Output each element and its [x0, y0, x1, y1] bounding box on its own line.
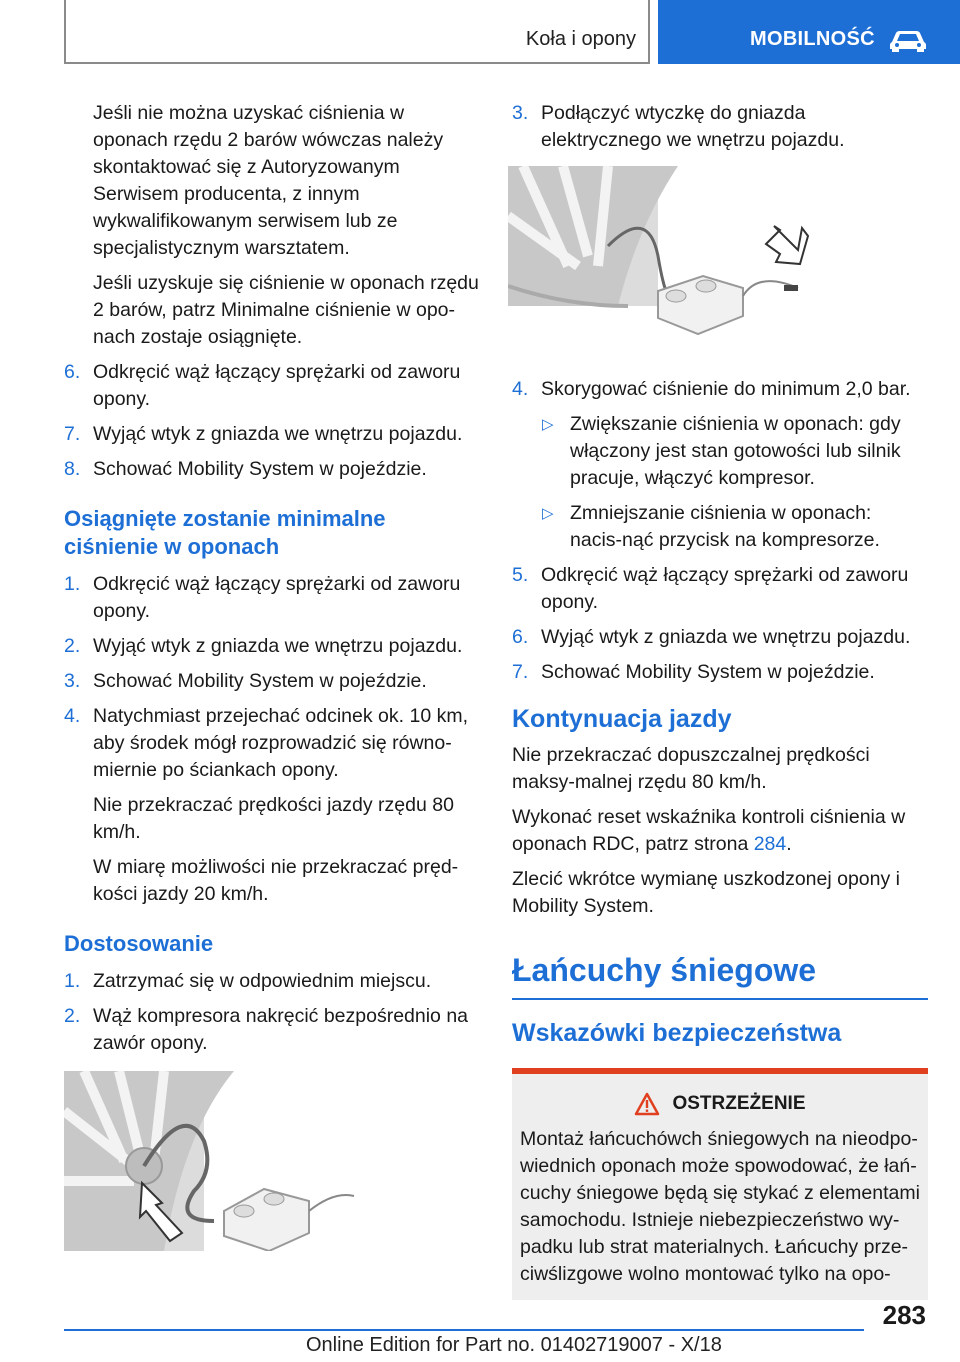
compressor-tire-drawing	[64, 1071, 370, 1251]
step-number: 2.	[64, 1005, 81, 1027]
triangle-bullet-icon: ▷	[542, 505, 554, 522]
header-section-box	[64, 0, 650, 64]
page-link[interactable]: 284	[753, 833, 787, 855]
heading-snow-chains: Łańcuchy śniegowe	[512, 952, 817, 988]
right-column	[512, 100, 928, 1300]
intro-paragraph-1: Jeśli nie można uzyskać ciśnienia w oponach rzędu 2 barów wówczas należy skontaktować się z Autoryzowanym Serwisem producenta, z innym wykwalifikowanym serwisem lub ze specjalistycznym warsztatem.	[93, 102, 444, 259]
left-column	[64, 100, 484, 1251]
heading-divider	[512, 998, 928, 1000]
continue-paragraph-1: Nie przekraczać dopuszczalnej prędkości maksy‐malnej rzędu 80 km/h.	[512, 744, 870, 793]
step-text: Schować Mobility System w pojeździe.	[541, 661, 875, 683]
car-icon	[888, 28, 928, 52]
speed-note-2: W miarę możliwości nie przekraczać pręd‐kości jazdy 20 km/h.	[93, 856, 459, 905]
continue-text-end: .	[786, 833, 792, 855]
step-number: 6.	[512, 626, 529, 648]
sub-text: Zwiększanie ciśnienia w oponach: gdy włączony jest stan gotowości lub silnik pracuje, włączyć kompresor.	[570, 413, 901, 489]
list-item	[64, 1003, 484, 1057]
list-item	[64, 421, 484, 448]
footer-edition: Online Edition for Part no. 01402719007 - X/18	[306, 1334, 722, 1356]
step-text: Podłączyć wtyczkę do gniazda elektrycznego we wnętrzu pojazdu.	[541, 102, 845, 151]
heading-minimum-pressure: Osiągnięte zostanie minimalne ciśnienie w oponach	[64, 506, 386, 559]
step-text: Schować Mobility System w pojeździe.	[93, 458, 427, 480]
list-item	[64, 456, 484, 483]
step-text: Zatrzymać się w odpowiednim miejscu.	[93, 970, 432, 992]
list-item	[64, 668, 484, 695]
list-item	[64, 968, 484, 995]
compressor-tire-illustration	[64, 1071, 370, 1251]
step-number: 4.	[512, 378, 529, 400]
chapter-tab-label: MOBILNOŚĆ	[750, 28, 875, 50]
triangle-bullet-icon: ▷	[542, 416, 554, 433]
plug-in-illustration	[508, 166, 814, 346]
step-number: 1.	[64, 970, 81, 992]
continue-text: Wykonać reset wskaźnika kontroli ciśnienia w oponach RDC, patrz strona	[512, 806, 906, 855]
section-title: Koła i opony	[525, 28, 636, 50]
step-text: Wyjąć wtyk z gniazda we wnętrzu pojazdu.	[541, 626, 911, 648]
heading-adjustment: Dostosowanie	[64, 931, 214, 956]
list-item	[64, 359, 484, 413]
step-text: Wyjąć wtyk z gniazda we wnętrzu pojazdu.	[93, 423, 463, 445]
step-number: 5.	[512, 564, 529, 586]
warning-box	[512, 1068, 928, 1300]
list-item	[512, 624, 928, 651]
step-number: 7.	[512, 661, 529, 683]
step-text: Schować Mobility System w pojeździe.	[93, 670, 427, 692]
plug-in-drawing	[508, 166, 814, 346]
step-text: Odkręcić wąż łączący sprężarki od zaworu opony.	[93, 573, 461, 622]
step-number: 4.	[64, 705, 81, 727]
heading-continue-driving: Kontynuacja jazdy	[512, 705, 732, 733]
list-item	[64, 703, 484, 784]
list-item	[512, 659, 928, 686]
list-item	[512, 376, 928, 403]
step-number: 8.	[64, 458, 81, 480]
heading-safety: Wskazówki bezpieczeństwa	[512, 1019, 842, 1047]
sub-list-item	[512, 500, 928, 554]
intro-paragraph-2: Jeśli uzyskuje się ciśnienie w oponach rzędu 2 barów, patrz Minimalne ciśnienie w opo‐nach zostaje osiągnięte.	[93, 272, 479, 348]
chapter-tab[interactable]	[658, 0, 960, 64]
warning-title-row	[520, 1092, 920, 1116]
warning-title: OSTRZEŻENIE	[672, 1093, 806, 1114]
step-number: 1.	[64, 573, 81, 595]
sub-text: Zmniejszanie ciśnienia w oponach: nacis‐nąć przycisk na kompresorze.	[570, 502, 880, 551]
speed-note-1: Nie przekraczać prędkości jazdy rzędu 80 km/h.	[93, 794, 454, 843]
step-text: Skorygować ciśnienie do minimum 2,0 bar.	[541, 378, 911, 400]
step-number: 3.	[512, 102, 529, 124]
footer-divider	[64, 1329, 864, 1331]
list-item	[64, 571, 484, 625]
sub-list-item	[512, 411, 928, 492]
step-number: 2.	[64, 635, 81, 657]
continue-paragraph-3: Zlecić wkrótce wymianę uszkodzonej opony i Mobility System.	[512, 868, 901, 917]
step-text: Wyjąć wtyk z gniazda we wnętrzu pojazdu.	[93, 635, 463, 657]
step-number: 7.	[64, 423, 81, 445]
warning-triangle-icon	[634, 1092, 660, 1116]
step-text: Natychmiast przejechać odcinek ok. 10 km, aby środek mógł rozprowadzić się równo‐miernie po ściankach opony.	[93, 705, 468, 781]
step-text: Odkręcić wąż łączący sprężarki od zaworu opony.	[541, 564, 909, 613]
list-item	[512, 562, 928, 616]
warning-text: Montaż łańcuchówch śniegowych na nieodpo‐wiednich oponach może spowodować, że łań‐cuchy śniegowe będą się stykać z elementami samochodu. Istnieje niebezpieczeństwo wy‐padku lub strat materialnych. Łańcuchy prze‐ciwślizgowe wolno montować tylko na opo‐	[520, 1128, 920, 1285]
step-number: 3.	[64, 670, 81, 692]
continue-paragraph-2	[512, 804, 928, 858]
page-number: 283	[882, 1300, 926, 1330]
step-text: Odkręcić wąż łączący sprężarki od zaworu opony.	[93, 361, 461, 410]
list-item	[512, 100, 928, 154]
list-item	[64, 633, 484, 660]
step-text: Wąż kompresora nakręcić bezpośrednio na zawór opony.	[93, 1005, 469, 1054]
step-number: 6.	[64, 361, 81, 383]
